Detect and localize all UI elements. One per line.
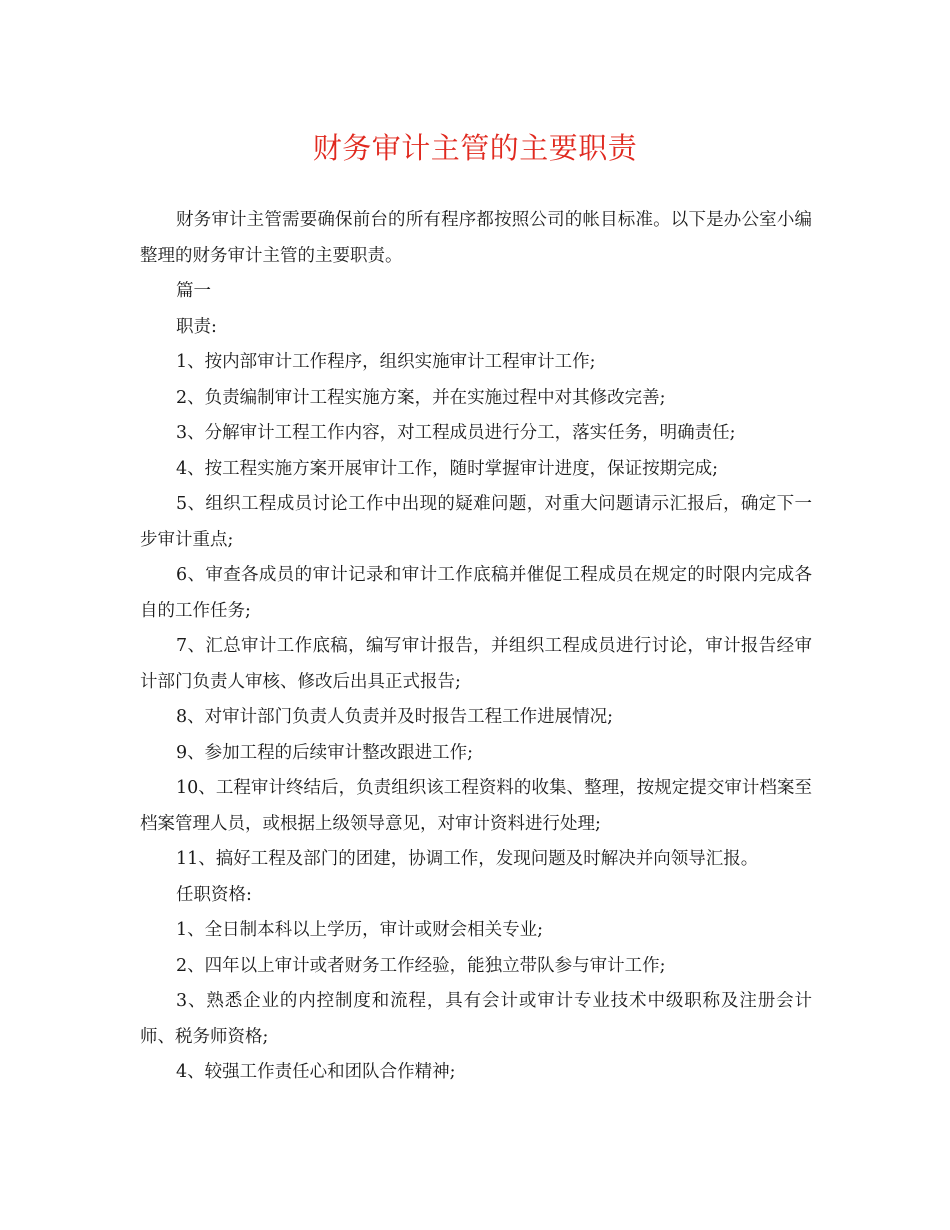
responsibility-item: 9、参加工程的后续审计整改跟进工作; [176, 742, 474, 763]
section-heading-part-one: 篇一 [176, 281, 211, 301]
responsibility-item: 3、分解审计工程工作内容，对工程成员进行分工，落实任务，明确责任; [176, 423, 736, 443]
responsibility-item: 6、审查各成员的审计记录和审计工作底稿并催促工程成员在规定的时限内完成各自的工作任务; [140, 565, 812, 621]
responsibility-item: 1、按内部审计工作程序，组织实施审计工程审计工作; [176, 352, 596, 372]
responsibility-item: 7、汇总审计工作底稿，编写审计报告，并组织工程成员进行讨论，审计报告经审计部门负责人审核、修改后出具正式报告; [140, 636, 812, 692]
responsibility-item: 2、负责编制审计工程实施方案，并在实施过程中对其修改完善; [176, 387, 666, 408]
qualification-item: 1、全日制本科以上学历，审计或财会相关专业; [176, 920, 544, 940]
qualification-item: 2、四年以上审计或者财务工作经验，能独立带队参与审计工作; [176, 955, 666, 976]
document-body [140, 203, 812, 1091]
responsibility-item: 8、对审计部门负责人负责并及时报告工程工作进展情况; [176, 707, 614, 727]
qualification-item: 3、熟悉企业的内控制度和流程，具有会计或审计专业技术中级职称及注册会计师、税务师资格; [140, 991, 812, 1047]
responsibility-item: 4、按工程实施方案开展审计工作，随时掌握审计进度，保证按期完成; [176, 458, 719, 479]
responsibility-item: 5、组织工程成员讨论工作中出现的疑难问题，对重大问题请示汇报后，确定下一步审计重点; [140, 494, 812, 550]
responsibilities-heading: 职责: [176, 316, 217, 337]
qualification-item: 4、较强工作责任心和团队合作精神; [176, 1062, 456, 1082]
responsibility-item: 10、工程审计终结后，负责组织该工程资料的收集、整理，按规定提交审计档案至档案管理人员，或根据上级领导意见，对审计资料进行处理; [140, 778, 812, 834]
document-title: 财务审计主管的主要职责 [312, 131, 638, 165]
intro-paragraph: 财务审计主管需要确保前台的所有程序都按照公司的帐目标准。以下是办公室小编整理的财务审计主管的主要职责。 [140, 210, 812, 266]
qualifications-heading: 任职资格: [176, 884, 252, 905]
responsibility-item: 11、搞好工程及部门的团建，协调工作，发现问题及时解决并向领导汇报。 [176, 849, 759, 869]
